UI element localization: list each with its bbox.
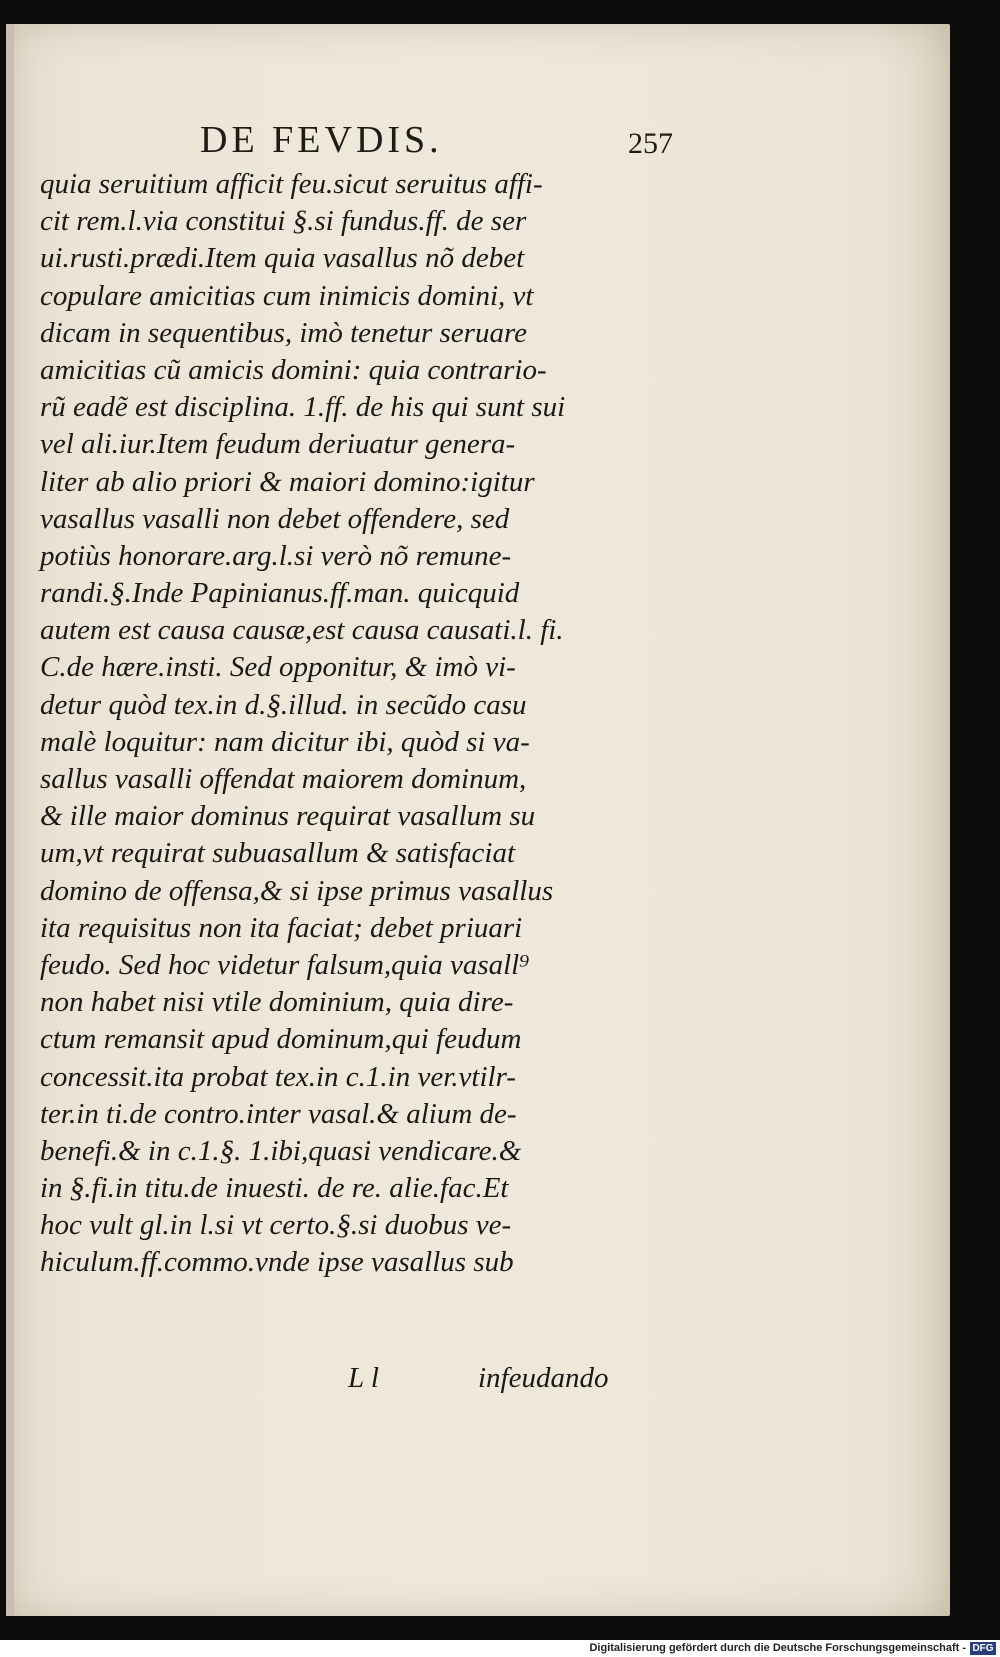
text-line: hoc vult gl.in l.si vt certo.§.si duobus ve- <box>40 1209 512 1242</box>
text-line: autem est causa causæ,est causa causati.l. fi. <box>40 614 564 647</box>
text-line: liter ab alio priori & maiori domino:igitur <box>40 465 535 498</box>
text-line: C.de hære.insti. Sed opponitur, & imò vi- <box>40 651 516 684</box>
text-line: detur quòd tex.in d.§.illud. in secũdo casu <box>40 688 527 721</box>
running-head: DE FEVDIS. <box>200 119 443 161</box>
signature-mark: L l <box>348 1362 379 1394</box>
text-line: rũ eadẽ est disciplina. 1.ff. de his qui sunt sui <box>40 391 566 424</box>
text-line: feudo. Sed hoc videtur falsum,quia vasall⁹ <box>40 948 530 981</box>
digitization-credit: Digitalisierung gefördert durch die Deutsche Forschungsgemeinschaft - <box>589 1642 966 1654</box>
text-line: & ille maior dominus requirat vasallum su <box>40 800 536 833</box>
text-line: cit rem.l.via constitui §.si fundus.ff. de ser <box>40 205 527 238</box>
page-number: 257 <box>628 127 673 160</box>
text-line: ctum remansit apud dominum,qui feudum <box>40 1023 522 1056</box>
text-line: quia seruitium afficit feu.sicut seruitus affi- <box>40 168 543 200</box>
text-line: benefi.& in c.1.§. 1.ibi,quasi vendicare.& <box>40 1134 522 1167</box>
catchword: infeudando <box>478 1362 609 1394</box>
text-line: hiculum.ff.commo.vnde ipse vasallus sub <box>40 1246 514 1279</box>
page-footer <box>0 1362 944 1402</box>
text-line: ui.rusti.prædi.Item quia vasallus nõ debet <box>40 242 525 275</box>
text-line: amicitias cũ amicis domini: quia contrario- <box>40 353 547 386</box>
text-line: non habet nisi vtile dominium, quia dire- <box>40 986 514 1019</box>
text-line: in §.fi.in titu.de inuesti. de re. alie.fac.Et <box>40 1172 509 1205</box>
text-line: copulare amicitias cum inimicis domini, vt <box>40 279 534 312</box>
text-line: dicam in sequentibus, imò tenetur seruare <box>40 316 528 349</box>
text-line: vel ali.iur.Item feudum deriuatur genera- <box>40 428 516 461</box>
text-line: domino de offensa,& si ipse primus vasallus <box>40 874 554 907</box>
dfg-logo: DFG <box>970 1642 996 1655</box>
text-line: ter.in ti.de contro.inter vasal.& alium de- <box>40 1097 517 1130</box>
text-line: malè loquitur: nam dicitur ibi, quòd si va- <box>40 725 530 758</box>
text-line: randi.§.Inde Papinianus.ff.man. quicquid <box>40 577 520 610</box>
text-line: vasallus vasalli non debet offendere, sed <box>40 502 510 535</box>
body-text <box>40 166 690 1282</box>
text-line: potiùs honorare.arg.l.si verò nõ remune- <box>40 539 512 572</box>
text-line: sallus vasalli offendat maiorem dominum, <box>40 763 527 795</box>
text-line: concessit.ita probat tex.in c.1.in ver.vtilr- <box>40 1060 516 1093</box>
text-line: ita requisitus non ita faciat; debet priuari <box>40 911 523 944</box>
text-line: um,vt requirat subuasallum & satisfaciat <box>40 837 516 870</box>
